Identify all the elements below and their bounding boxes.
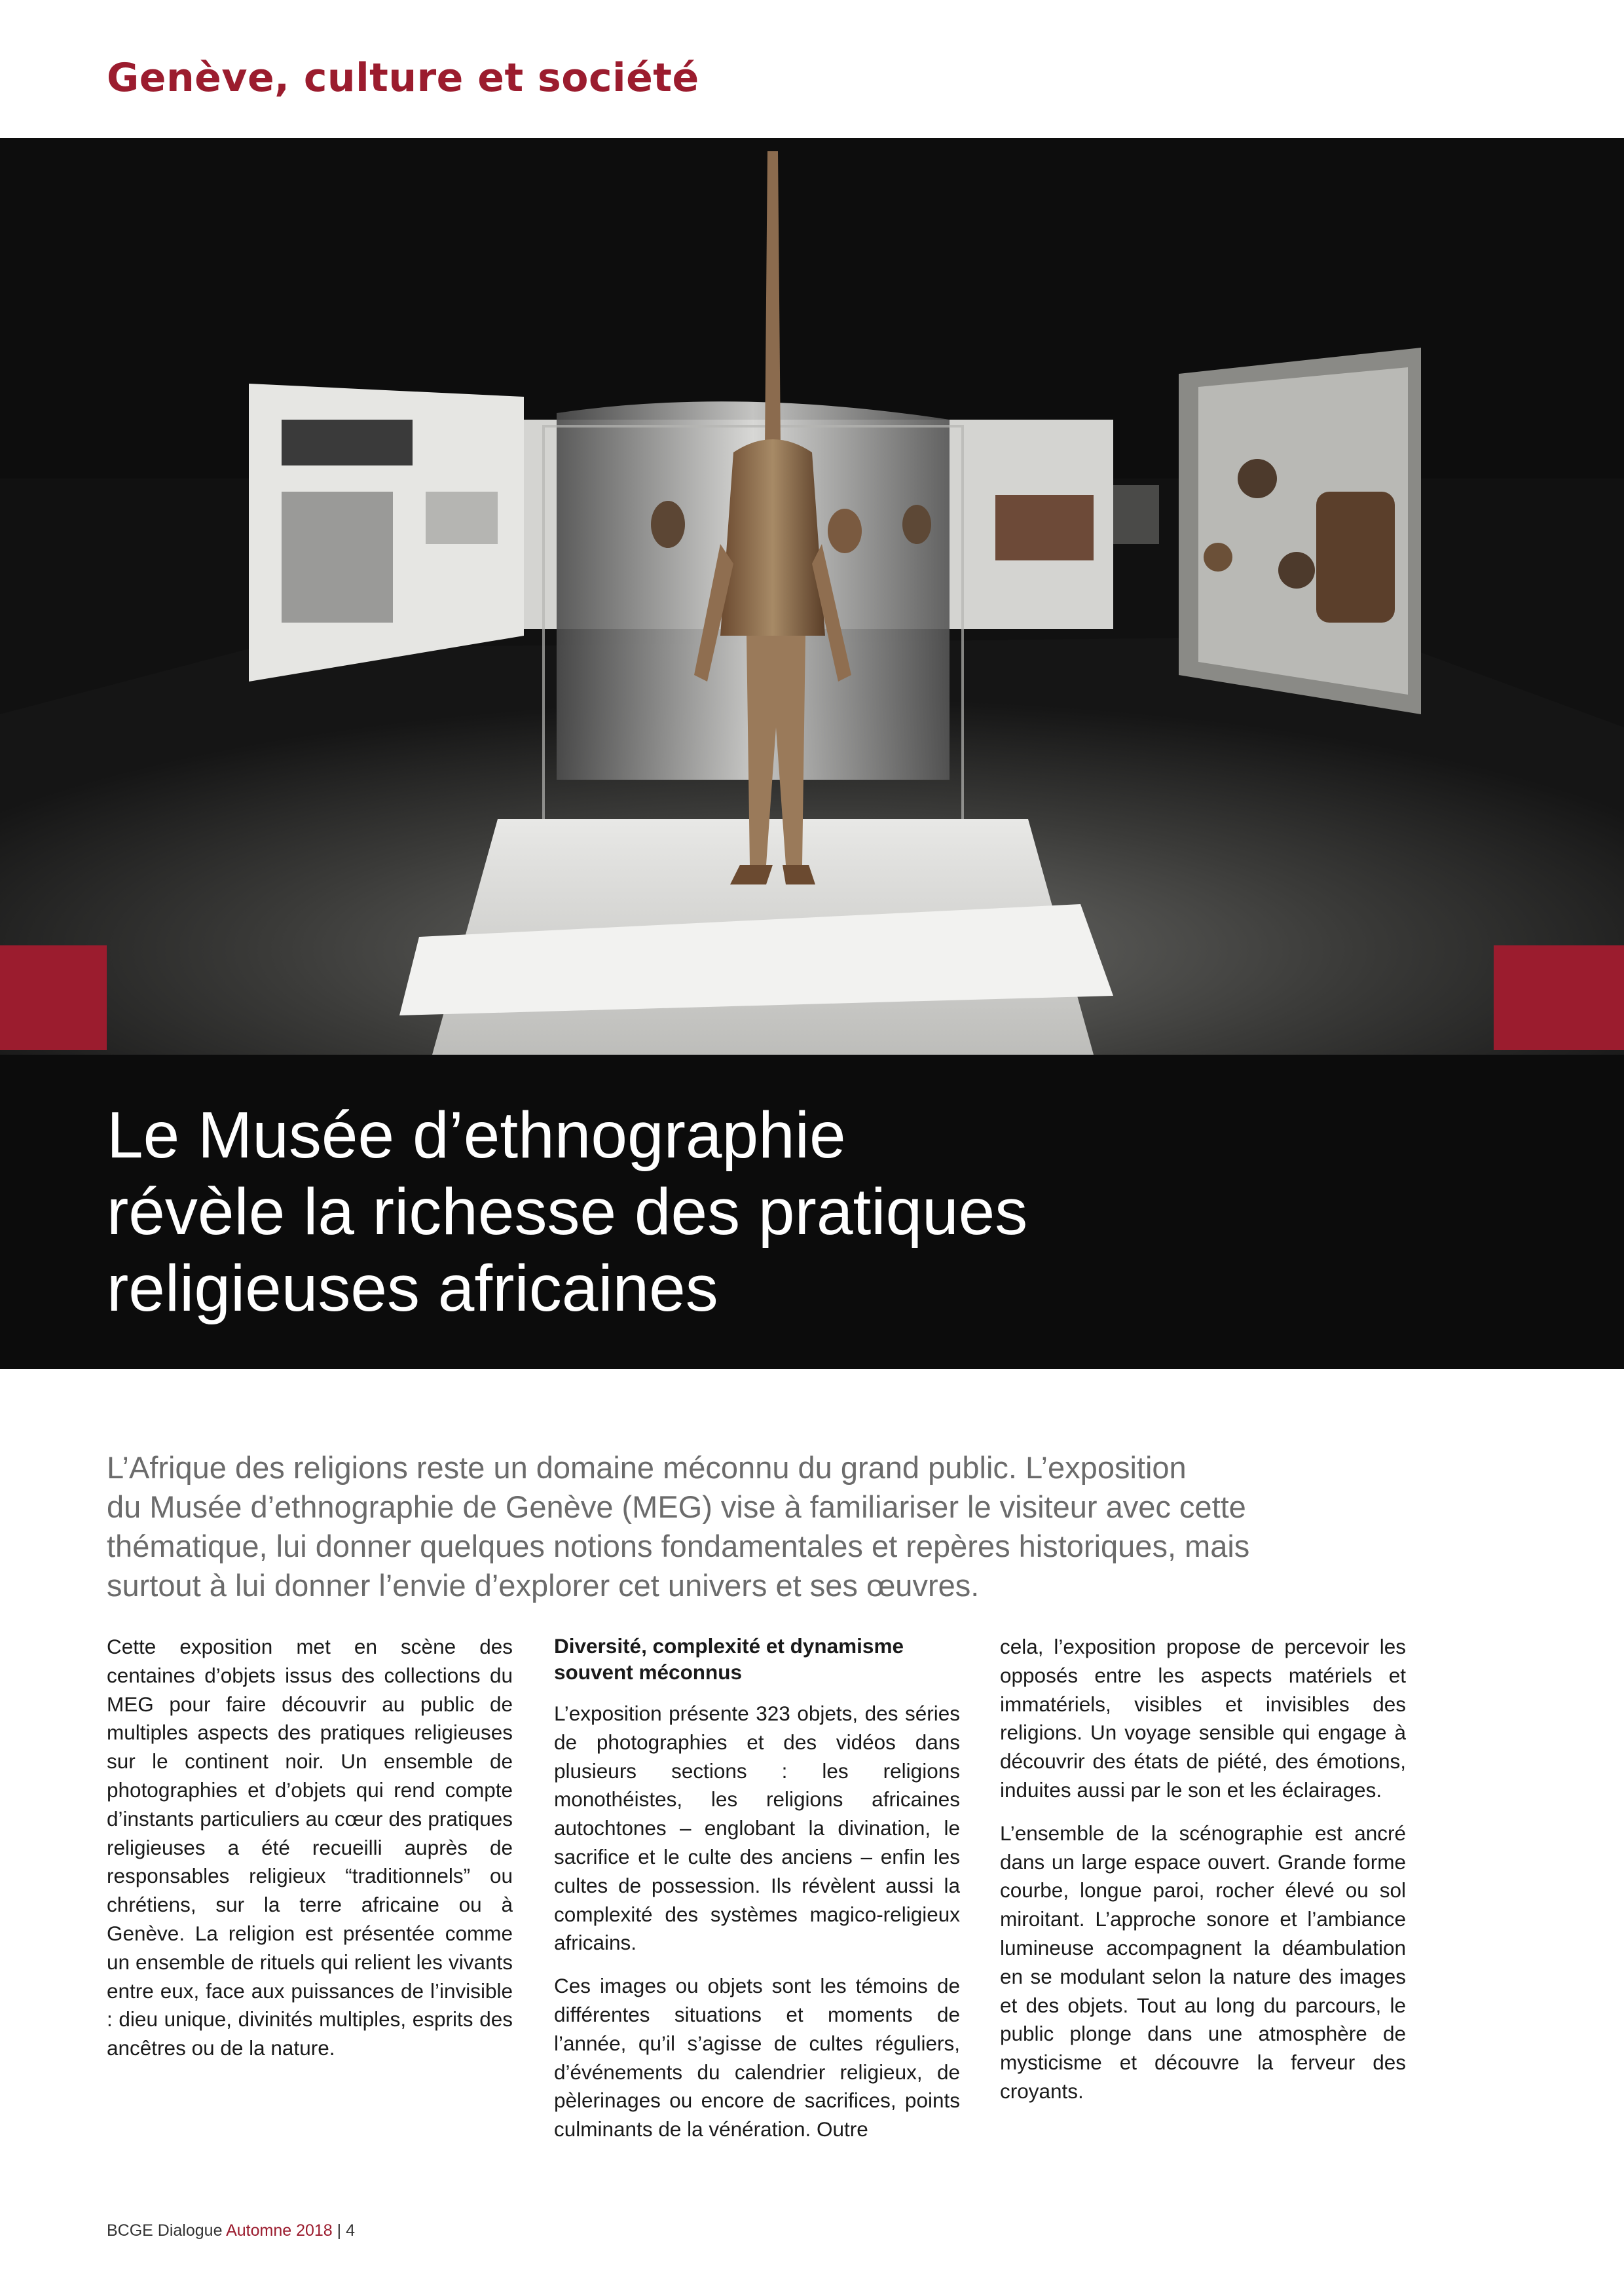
article-column-2	[554, 1633, 960, 2159]
headline-line: Le Musée d’ethnographie	[107, 1099, 846, 1172]
article-column-1	[107, 1633, 513, 2077]
article-column-3	[1000, 1633, 1406, 2121]
article-lede	[107, 1448, 1515, 1605]
subheading: Diversité, complexité et dynamisme souvent méconnus	[554, 1634, 904, 1684]
accent-block-left	[0, 945, 107, 1050]
section-title: Genève, culture et société	[107, 55, 699, 101]
page-number: 4	[346, 2221, 355, 2240]
body-paragraph: cela, l’exposition propose de percevoir les opposés entre les aspects matériels et immatériels, visibles et invisibles des religions. Un voyage sensible qui engage à découvrir des états de piété, des émotions, induites aussi par le son et les éclairages.	[1000, 1635, 1406, 1802]
accent-block-right	[1494, 945, 1624, 1050]
body-paragraph: L’exposition présente 323 objets, des séries de photographies et des vidéos dans plusieurs sections : les religions monothéistes, les religions africaines autochtones – englobant la divination, le sacrifice et le culte des anciens – enfin les cultes de possession. Ils révèlent aussi la complexité des systèmes magico-religieux africains.	[554, 1702, 960, 1955]
article-headline	[107, 1097, 1547, 1327]
hero-banner	[0, 138, 1624, 1369]
lede-line: thématique, lui donner quelques notions fondamentales et repères historiques, mais	[107, 1529, 1250, 1563]
museum-exhibition-photo	[0, 138, 1624, 1055]
lede-line: L’Afrique des religions reste un domaine méconnu du grand public. L’exposition	[107, 1450, 1187, 1485]
body-paragraph: Cette exposition met en scène des centaines d’objets issus des collections du MEG pour faire découvrir au public de multiples aspects des pratiques religieuses sur le continent noir. Un ensemble de photographies et d’objets qui rend compte d’instants particuliers au cœur des pratiques religieuses a été recueilli auprès de responsables religieux “traditionnels” ou chrétiens, sur la terre africaine ou à Genève. La religion est présentée comme un ensemble de rituels qui relient les vivants entre eux, face aux puissances de l’invisible : dieu unique, divinités multiples, esprits des ancêtres ou de la nature.	[107, 1635, 513, 2060]
lede-line: surtout à lui donner l’envie d’explorer cet univers et ses œuvres.	[107, 1568, 980, 1603]
page-footer	[107, 2221, 355, 2240]
publication-name: BCGE Dialogue	[107, 2221, 223, 2240]
body-paragraph: Ces images ou objets sont les témoins de différentes situations et moments de l’année, qu’il s’agisse de cultes réguliers, d’événements du calendrier religieux, de pèlerinages ou encore de sacrifices, points culminants de la vénération. Outre	[554, 1974, 960, 2141]
headline-line: révèle la richesse des pratiques	[107, 1175, 1028, 1248]
body-paragraph: L’ensemble de la scénographie est ancré dans un large espace ouvert. Grande forme courbe, longue paroi, rocher élevé ou sol miroitant. L’approche sonore et l’ambiance lumineuse accompagnent la déambulation en se modulant selon la nature des images et des objets. Tout au long du parcours, le public plonge dans une atmosphère de mysticisme et découvre la ferveur des croyants.	[1000, 1821, 1406, 2103]
lede-line: du Musée d’ethnographie de Genève (MEG) vise à familiariser le visiteur avec cette	[107, 1489, 1246, 1524]
headline-line: religieuses africaines	[107, 1252, 718, 1325]
footer-separator: |	[337, 2221, 342, 2240]
issue-season: Automne 2018	[226, 2221, 333, 2240]
